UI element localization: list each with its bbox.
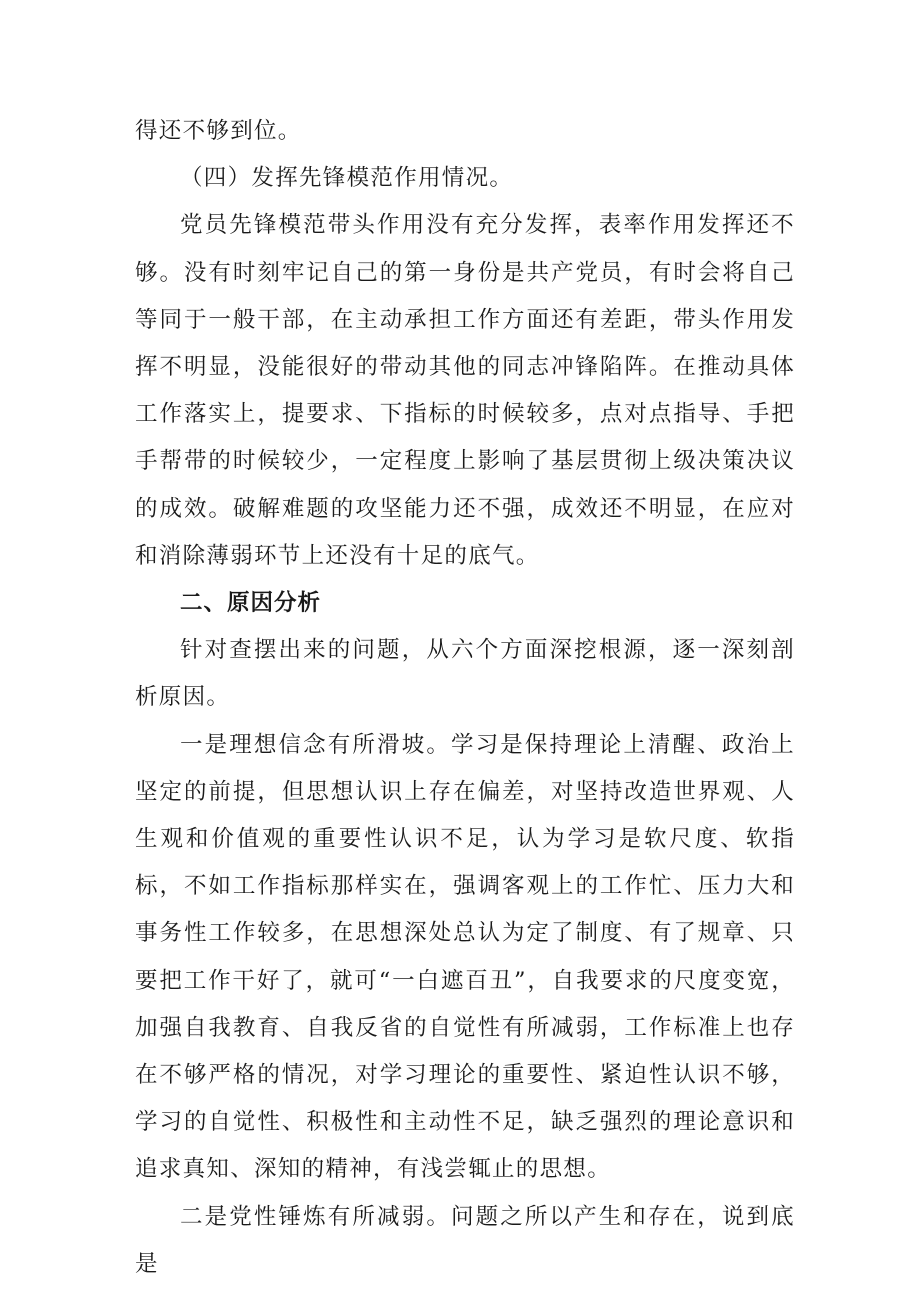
paragraph-intro: 针对查摆出来的问题，从六个方面深挖根源，逐一深刻剖析原因。 [135,637,795,711]
document-body [135,108,795,1288]
paragraph-ideals-beliefs: 一是理想信念有所滑坡。学习是保持理论上清醒、政治上坚定的前提，但思想认识上存在偏差，对坚持改造世界观、人生观和价值观的重要性认识不足，认为学习是软尺度、软指标，不如工作指标那样实在，强调客观上的工作忙、压力大和事务性工作较多，在思想深处总认为定了制度、有了规章、只要把工作干好了，就可“一白遮百丑”，自我要求的尺度变宽，加强自我教育、自我反省的自觉性有所减弱，工作标准上也存在不够严格的情况，对学习理论的重要性、紧迫性认识不够，学习的自觉性、积极性和主动性不足，缺乏强烈的理论意识和追求真知、深知的精神，有浅尝辄止的思想。 [135,731,795,1183]
paragraph-party-spirit: 二是党性锤炼有所减弱。问题之所以产生和存在，说到底是 [135,1203,795,1277]
paragraph-vanguard-role: 党员先锋模范带头作用没有充分发挥，表率作用发挥还不够。没有时刻牢记自己的第一身份是共产党员，有时会将自己等同于一般干部，在主动承担工作方面还有差距，带头作用发挥不明显，没能很好的带动其他的同志冲锋陷阵。在推动具体工作落实上，提要求、下指标的时候较多，点对点指导、手把手帮带的时候较少，一定程度上影响了基层贯彻上级决策决议的成效。破解难题的攻坚能力还不强，成效还不明显，在应对和消除薄弱环节上还没有十足的底气。 [135,212,795,569]
continuation-text: 得还不够到位。 [135,118,302,144]
subheading-four: （四）发挥先锋模范作用情况。 [180,165,514,192]
section-heading-cause-analysis: 二、原因分析 [180,590,322,617]
